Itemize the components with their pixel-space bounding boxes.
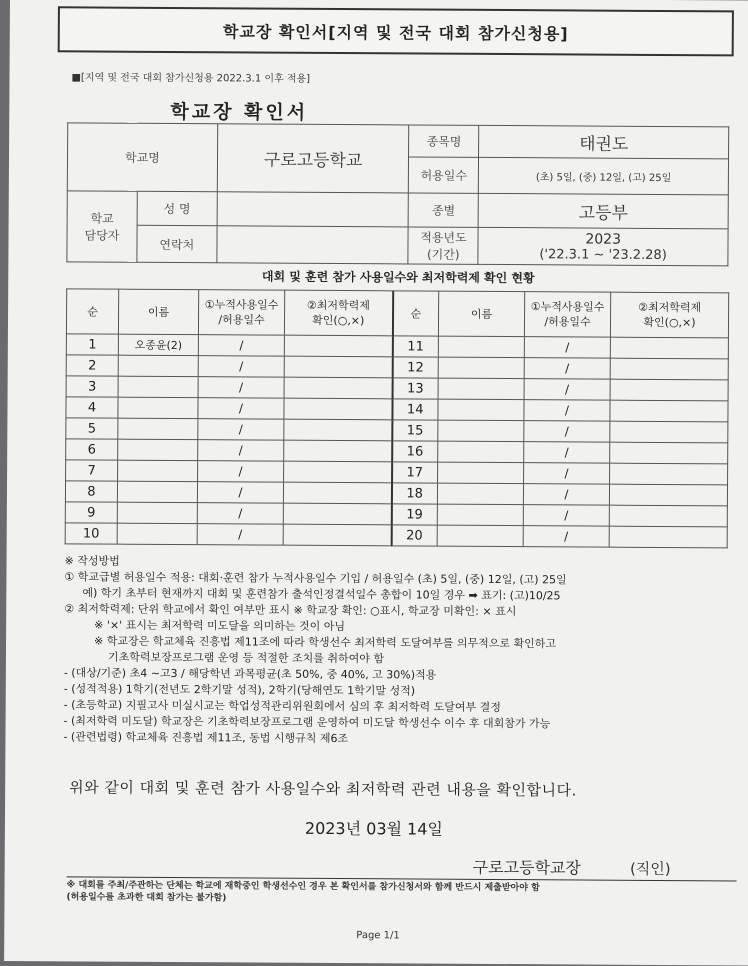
year-value-cell xyxy=(478,227,728,266)
col-header-days-2: /허용일수 xyxy=(218,313,265,327)
min-academic-check xyxy=(284,377,392,399)
col-header-days xyxy=(198,290,284,336)
row-number: 14 xyxy=(392,399,438,420)
form-title: 학교장 확인서[지역 및 전국 대회 참가신청용] xyxy=(222,21,569,43)
days-used: / xyxy=(523,484,609,506)
document-page xyxy=(4,0,748,966)
event-value: 태권도 xyxy=(479,125,729,159)
note-line: - (관련법령) 학교체육 진흥법 제11조, 동법 시행규칙 제6조 xyxy=(63,730,349,746)
submission-footnote xyxy=(66,876,736,907)
staff-label-line2: 담당자 xyxy=(84,228,120,243)
days-used: / xyxy=(524,379,610,401)
min-academic-check xyxy=(284,398,392,420)
days-used: / xyxy=(197,482,283,504)
note-line: 예) 학기 초부터 현재까지 대회 및 훈련참가 출석인정결석일수 총합이 10일 경우 ➡ 표기: (고)10/25 xyxy=(82,586,561,603)
period-value: ('22.3.1 ~ '23.2.28) xyxy=(539,246,667,263)
col-header-min xyxy=(284,290,392,336)
year-label xyxy=(408,227,478,264)
days-used: / xyxy=(524,400,610,422)
athlete-name xyxy=(438,441,524,463)
min-academic-check xyxy=(609,484,727,506)
col-header-min xyxy=(610,292,728,338)
staff-name-label: 성 명 xyxy=(137,191,217,225)
footnote-line2: (허용일수를 초과한 대회 참가는 불가함) xyxy=(66,892,227,904)
row-number: 15 xyxy=(392,420,438,441)
staff-label xyxy=(67,191,137,262)
note-line: ※ 학교장은 학교체육 진흥법 제11조에 따라 학생선수 최저학력 도달여부를 의무적으로 확인하고 xyxy=(94,634,557,651)
col-header-no: 순 xyxy=(66,289,118,334)
row-number: 3 xyxy=(66,376,118,397)
col-header-min-2: 확인(○,×) xyxy=(312,313,365,328)
days-used: / xyxy=(523,526,609,548)
days-used: / xyxy=(524,337,610,359)
athlete-name xyxy=(438,399,524,421)
staff-label-line1: 학교 xyxy=(90,211,114,226)
year-label-line2: (기간) xyxy=(426,247,460,262)
athlete-name xyxy=(118,418,198,439)
athlete-name xyxy=(438,378,524,400)
min-academic-check xyxy=(284,356,392,378)
athlete-name: 오종윤(2) xyxy=(118,334,198,355)
col-header-days-1: ①누적사용일수 xyxy=(204,298,279,312)
athlete-name xyxy=(118,439,198,460)
min-academic-check xyxy=(284,461,392,483)
usage-table xyxy=(65,288,730,548)
col-header-name: 이름 xyxy=(438,291,524,337)
days-used: / xyxy=(197,503,283,525)
col-header-min-1: ②최저학력제 xyxy=(306,298,370,313)
min-academic-check xyxy=(610,400,728,422)
school-info-table xyxy=(66,122,729,266)
min-academic-check xyxy=(610,463,728,485)
form-title-box xyxy=(58,6,734,56)
usage-section-title: 대회 및 훈련 참가 사용일수와 최저학력제 확인 현황 xyxy=(261,269,535,286)
year-value: 2023 xyxy=(585,231,622,248)
document-title: 학교장 확인서 xyxy=(170,100,309,124)
min-academic-check xyxy=(283,482,391,504)
athlete-name xyxy=(117,523,197,544)
days-used: / xyxy=(524,358,610,380)
note-line: - (성적적용) 1학기(전년도 2학기말 성적), 2학기(당해연도 1학기말 성적) xyxy=(63,682,416,698)
allowed-days-label: 허용일수 xyxy=(409,157,479,193)
col-header-min-1: ②최저학력제 xyxy=(638,300,702,315)
applicability-note: ■[지역 및 전국 대회 참가신청용 2022.3.1 이후 적용] xyxy=(71,72,311,85)
principal-signature xyxy=(473,855,671,879)
col-header-days-2: /허용일수 xyxy=(544,315,591,329)
col-header-days-1: ①누적사용일수 xyxy=(530,300,605,314)
athlete-name xyxy=(117,481,197,502)
note-line: - (대상/기준) 초4 ~고3 / 해당학년 과목평균(초 50%, 중 40%, 고 30%)적용 xyxy=(63,666,437,682)
table-row xyxy=(65,523,727,548)
min-academic-check xyxy=(609,505,727,527)
min-academic-check xyxy=(610,379,728,401)
col-header-days xyxy=(524,292,610,338)
col-header-min-2: 확인(○,×) xyxy=(643,315,696,330)
confirmation-statement: 위와 같이 대회 및 훈련 참가 사용일수와 최저학력 관련 내용을 확인합니다. xyxy=(69,778,577,800)
category-label: 종별 xyxy=(409,193,479,227)
min-academic-check xyxy=(284,335,392,357)
days-used: / xyxy=(524,463,610,485)
athlete-name xyxy=(437,525,523,547)
row-number: 12 xyxy=(392,357,438,378)
row-number: 20 xyxy=(391,525,437,546)
min-academic-check xyxy=(610,358,728,380)
min-academic-check xyxy=(610,442,728,464)
days-used: / xyxy=(198,377,284,399)
min-academic-check xyxy=(283,503,391,525)
row-number: 11 xyxy=(392,336,438,357)
row-number: 19 xyxy=(391,504,437,525)
note-line: - (초등학교) 지필고사 미실시교는 학업성적관리위원회에서 심의 후 최저학력 도달여부 결정 xyxy=(63,698,501,715)
note-line: ※ '×' 표시는 최저학력 미도달을 의미하는 것이 아님 xyxy=(94,618,346,634)
footnote-line1: ※ 대회를 주최/주관하는 단체는 학교에 재학중인 학생선수인 경우 본 확인서를 참가신청서와 함께 반드시 제출받아야 함 xyxy=(66,880,540,894)
row-number: 7 xyxy=(66,460,118,481)
issue-date: 2023년 03월 14일 xyxy=(304,818,443,839)
days-used: / xyxy=(197,524,283,546)
event-label: 종목명 xyxy=(409,125,479,157)
writing-instructions xyxy=(63,553,734,749)
athlete-name xyxy=(118,355,198,376)
row-number: 10 xyxy=(65,523,117,544)
staff-contact-value xyxy=(217,226,409,264)
days-used: / xyxy=(524,442,610,464)
school-name-value: 구로고등학교 xyxy=(217,124,409,193)
note-line: ① 학교급별 허용일수 적용: 대회·훈련 참가 누적사용일수 기입 / 허용일수 (초) 5일, (중) 12일, (고) 25일 xyxy=(64,570,567,587)
days-used: / xyxy=(198,440,284,462)
row-number: 2 xyxy=(66,355,118,376)
days-used: / xyxy=(198,419,284,441)
official-seal-label: (직인) xyxy=(629,859,671,879)
school-name-label: 학교명 xyxy=(67,123,217,192)
row-number: 5 xyxy=(66,418,118,439)
athlete-name xyxy=(118,460,198,481)
days-used: / xyxy=(524,421,610,443)
athlete-name xyxy=(438,336,524,358)
notes-heading: ※ 작성방법 xyxy=(64,554,120,568)
row-number: 8 xyxy=(65,481,117,502)
athlete-name xyxy=(437,483,523,505)
row-number: 18 xyxy=(391,483,437,504)
days-used: / xyxy=(198,335,284,357)
note-line: ② 최저학력제: 단위 학교에서 확인 여부만 표시 ※ 학교장 확인: ○표시, 학교장 미확인: × 표시 xyxy=(64,602,517,619)
col-header-no: 순 xyxy=(392,291,438,336)
athlete-name xyxy=(117,502,197,523)
athlete-name xyxy=(438,462,524,484)
note-line: 기초학력보장프로그램 운영 등 적절한 조치를 취하여야 함 xyxy=(107,650,385,666)
category-value: 고등부 xyxy=(478,193,728,229)
staff-name-value xyxy=(217,192,409,227)
athlete-name xyxy=(437,504,523,526)
note-line: - (최저학력 미도달) 학교장은 기초학력보장프로그램 운영하여 미도달 학생선수 이수 후 대회참가 가능 xyxy=(63,714,551,731)
min-academic-check xyxy=(610,421,728,443)
row-number: 1 xyxy=(66,334,118,355)
staff-contact-label: 연락처 xyxy=(137,225,217,262)
row-number: 13 xyxy=(392,378,438,399)
athlete-name xyxy=(438,357,524,379)
min-academic-check xyxy=(284,419,392,441)
athlete-name xyxy=(118,397,198,418)
days-used: / xyxy=(523,505,609,527)
min-academic-check xyxy=(284,440,392,462)
days-used: / xyxy=(198,461,284,483)
days-used: / xyxy=(198,398,284,420)
days-used: / xyxy=(198,356,284,378)
allowed-days-value: (초) 5일, (중) 12일, (고) 25일 xyxy=(479,157,729,195)
row-number: 6 xyxy=(66,439,118,460)
year-label-line1: 적용년도 xyxy=(420,230,467,245)
col-header-name: 이름 xyxy=(118,289,198,334)
min-academic-check xyxy=(610,337,728,359)
page-number: Page 1/1 xyxy=(356,930,400,942)
row-number: 4 xyxy=(66,397,118,418)
athlete-name xyxy=(438,420,524,442)
min-academic-check xyxy=(283,524,391,546)
row-number: 16 xyxy=(392,441,438,462)
min-academic-check xyxy=(609,526,727,548)
school-principal-name: 구로고등학교장 xyxy=(472,857,581,878)
row-number: 9 xyxy=(65,502,117,523)
row-number: 17 xyxy=(392,462,438,483)
athlete-name xyxy=(118,376,198,397)
